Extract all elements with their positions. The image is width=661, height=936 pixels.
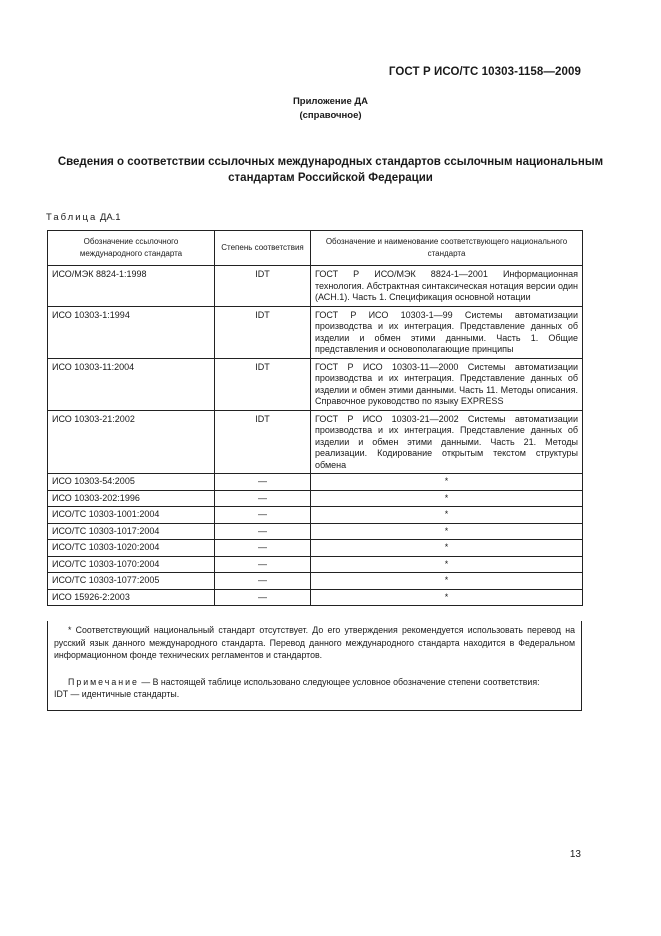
national-standard-cell: * xyxy=(311,490,583,507)
degree-cell: — xyxy=(215,523,311,540)
page-number: 13 xyxy=(569,849,581,860)
degree-cell: — xyxy=(215,556,311,573)
appendix-subtitle: (справочное) xyxy=(299,110,362,121)
table-row xyxy=(48,589,583,606)
section-title-line-1: Сведения о соответствии ссылочных международных стандартов ссылочным национальным xyxy=(57,156,604,168)
national-standard-cell: ГОСТ Р ИСО 10303-11—2000 Системы автоматизации производства и их интеграция. Представление данных об изделии и обмен этими данными. Часть 11. Методы описания. Справочное руководство по языку EXPRESS xyxy=(311,358,583,410)
appendix-title: Приложение ДА xyxy=(292,96,369,107)
national-standard-cell: * xyxy=(311,589,583,606)
appendix-heading xyxy=(0,95,661,123)
table-row xyxy=(48,266,583,307)
section-title-line-2: стандартам Российской Федерации xyxy=(228,172,433,184)
intl-standard-cell: ИСО/ТС 10303-1077:2005 xyxy=(48,573,215,590)
national-standard-cell: ГОСТ Р ИСО/МЭК 8824-1—2001 Информационная технология. Абстрактная синтаксическая нотация версии один (АСН.1). Часть 1. Спецификация основной нотации xyxy=(311,266,583,307)
table-row xyxy=(48,306,583,358)
intl-standard-cell: ИСО 15926-2:2003 xyxy=(48,589,215,606)
national-standard-cell: * xyxy=(311,556,583,573)
document-code: ГОСТ Р ИСО/ТС 10303-1158—2009 xyxy=(388,66,581,78)
intl-standard-cell: ИСО/ТС 10303-1001:2004 xyxy=(48,507,215,524)
table-row xyxy=(48,474,583,491)
degree-cell: — xyxy=(215,540,311,557)
intl-standard-cell: ИСО/ТС 10303-1017:2004 xyxy=(48,523,215,540)
national-standard-cell: * xyxy=(311,523,583,540)
degree-cell: IDT xyxy=(215,266,311,307)
section-title xyxy=(40,154,621,186)
table-row xyxy=(48,540,583,557)
national-standard-cell: * xyxy=(311,507,583,524)
national-standard-cell: ГОСТ Р ИСО 10303-1—99 Системы автоматизации производства и их интеграция. Представление данных об изделии и обмен этими данными. Часть 1. Общие представления и основополагающие принципы xyxy=(311,306,583,358)
table-row xyxy=(48,507,583,524)
note-item: IDT — идентичные стандарты. xyxy=(54,689,180,699)
table-caption-word: Таблица xyxy=(46,212,98,223)
intl-standard-cell: ИСО 10303-21:2002 xyxy=(48,410,215,474)
intl-standard-cell: ИСО/ТС 10303-1070:2004 xyxy=(48,556,215,573)
table-row xyxy=(48,358,583,410)
degree-cell: — xyxy=(215,589,311,606)
column-header-intl-standard: Обозначение ссылочного международного стандарта xyxy=(48,231,215,266)
degree-cell: IDT xyxy=(215,358,311,410)
table-row xyxy=(48,523,583,540)
column-header-degree: Степень соответствия xyxy=(215,231,311,266)
table-row xyxy=(48,490,583,507)
degree-cell: IDT xyxy=(215,410,311,474)
table-header-row xyxy=(48,231,583,266)
table-caption-number: ДА.1 xyxy=(99,212,121,223)
note-label: Примечание xyxy=(68,676,139,687)
degree-cell: IDT xyxy=(215,306,311,358)
intl-standard-cell: ИСО/ТС 10303-1020:2004 xyxy=(48,540,215,557)
national-standard-cell: * xyxy=(311,540,583,557)
table-caption xyxy=(46,212,121,223)
intl-standard-cell: ИСО/МЭК 8824-1:1998 xyxy=(48,266,215,307)
national-standard-cell: ГОСТ Р ИСО 10303-21—2002 Системы автоматизации производства и их интеграция. Представление данных об изделии и обмен этими данными. Часть 21. Методы реализации. Кодирование открытым текстом структуры обмена xyxy=(311,410,583,474)
table-row xyxy=(48,556,583,573)
note-text: — В настоящей таблице использовано следующее условное обозначение степени соответствия: xyxy=(138,676,540,687)
note xyxy=(54,676,575,689)
intl-standard-cell: ИСО 10303-202:1996 xyxy=(48,490,215,507)
degree-cell: — xyxy=(215,490,311,507)
national-standard-cell: * xyxy=(311,573,583,590)
footnote: * Соответствующий национальный стандарт отсутствует. До его утверждения рекомендуется использовать перевод на русский язык данного международного стандарта. Перевод данного международного стандарта находится в Федеральном информационном фонде технических регламентов и стандартов. xyxy=(54,625,575,660)
intl-standard-cell: ИСО 10303-1:1994 xyxy=(48,306,215,358)
intl-standard-cell: ИСО 10303-54:2005 xyxy=(48,474,215,491)
degree-cell: — xyxy=(215,573,311,590)
column-header-national-standard: Обозначение и наименование соответствующего национального стандарта xyxy=(311,231,583,266)
table-notes xyxy=(47,621,582,711)
intl-standard-cell: ИСО 10303-11:2004 xyxy=(48,358,215,410)
degree-cell: — xyxy=(215,474,311,491)
degree-cell: — xyxy=(215,507,311,524)
table-row xyxy=(48,410,583,474)
table-row xyxy=(48,573,583,590)
national-standard-cell: * xyxy=(311,474,583,491)
standards-table xyxy=(47,230,583,606)
